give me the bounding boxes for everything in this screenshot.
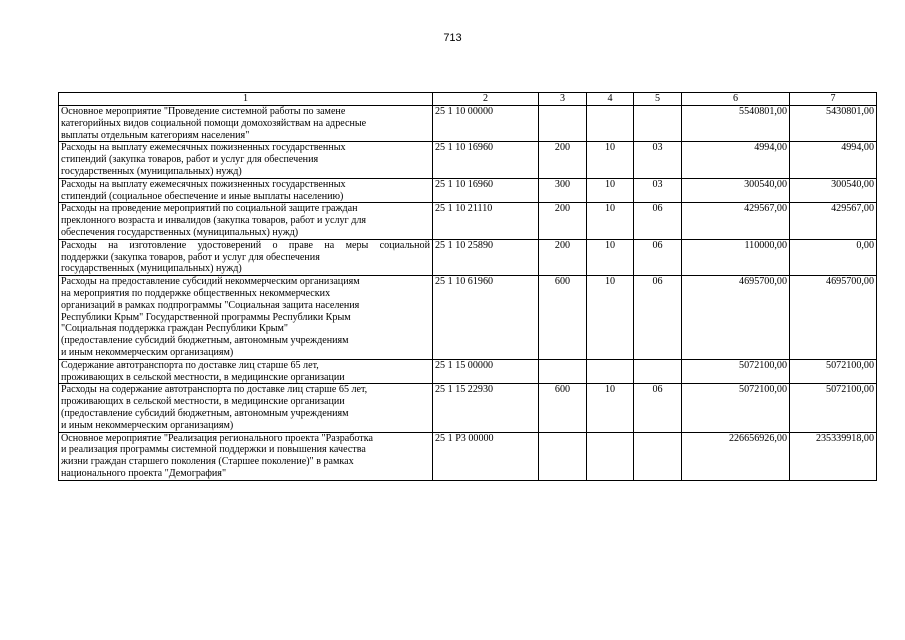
expense-name-cell [59,178,433,203]
expense-name-line: "Социальная поддержка граждан Республики Крым" [61,323,289,335]
expense-type-cell [539,432,587,480]
table-row [59,142,877,178]
expense-name-cell [59,384,433,432]
subsection-cell [634,359,682,384]
column-header-1: 1 [59,93,433,106]
expense-name-cell [59,106,433,142]
table-row [59,178,877,203]
expense-name-line: (предоставление субсидий бюджетным, автономным учреждениям [61,407,349,419]
expense-name-line: Расходы на содержание автотранспорта по доставке лиц старше 65 лет, [61,384,368,396]
expense-name-line: Расходы на предоставление субсидий некоммерческим организациям [61,276,360,288]
amount-col6-cell: 300540,00 [682,178,790,203]
amount-col6-cell: 5072100,00 [682,359,790,384]
subsection-cell: 06 [634,239,682,275]
amount-col7-cell: 235339918,00 [790,432,877,480]
section-cell: 10 [587,384,634,432]
expense-name-line: Расходы на проведение мероприятий по социальной защите граждан [61,203,358,215]
section-cell: 10 [587,203,634,239]
table-row [59,276,877,360]
expense-name-line: стипендий (социальное обеспечение и иные выплаты населению) [61,190,344,202]
subsection-cell: 03 [634,178,682,203]
target-article-cell: 25 1 P3 00000 [433,432,539,480]
column-header-6: 6 [682,93,790,106]
target-article-cell: 25 1 10 16960 [433,178,539,203]
amount-col6-cell: 110000,00 [682,239,790,275]
amount-col6-cell: 5072100,00 [682,384,790,432]
expense-name-line: выплаты отдельным категориям населения" [61,129,250,141]
amount-col7-cell: 300540,00 [790,178,877,203]
amount-col6-cell: 5540801,00 [682,106,790,142]
expense-name-line: проживающих в сельской местности, в медицинские организации [61,371,345,383]
expense-name-line: проживающих в сельской местности, в медицинские организации [61,396,345,408]
expense-name-line: государственных (муниципальных) нужд) [61,263,242,275]
expense-name-line: национального проекта "Демография" [61,467,227,479]
amount-col7-cell: 429567,00 [790,203,877,239]
expense-type-cell: 200 [539,142,587,178]
expense-name-line: поддержки (закупка товаров, работ и услуг для обеспечения [61,251,320,263]
expense-name-line: и иным некоммерческим организациям) [61,419,234,431]
subsection-cell [634,106,682,142]
target-article-cell: 25 1 15 22930 [433,384,539,432]
amount-col6-cell: 226656926,00 [682,432,790,480]
table-row [59,432,877,480]
amount-col7-cell: 5072100,00 [790,359,877,384]
target-article-cell: 25 1 10 16960 [433,142,539,178]
expense-name-line: и иным некоммерческим организациям) [61,346,234,358]
expense-name-cell [59,203,433,239]
expense-name-cell [59,142,433,178]
amount-col7-cell: 4695700,00 [790,276,877,360]
expense-type-cell: 600 [539,276,587,360]
column-header-2: 2 [433,93,539,106]
amount-col6-cell: 4695700,00 [682,276,790,360]
expense-name-line: Основное мероприятие "Проведение системной работы по замене [61,106,346,117]
table-row [59,106,877,142]
section-cell [587,106,634,142]
section-cell: 10 [587,178,634,203]
column-header-5: 5 [634,93,682,106]
column-header-4: 4 [587,93,634,106]
amount-col6-cell: 4994,00 [682,142,790,178]
expense-name-line: жизни граждан старшего поколения (Старшее поколение)" в рамках [61,456,354,468]
section-cell [587,359,634,384]
subsection-cell: 06 [634,276,682,360]
target-article-cell: 25 1 10 61960 [433,276,539,360]
expense-name-cell [59,432,433,480]
page-number: 713 [443,32,462,44]
expense-type-cell: 600 [539,384,587,432]
expense-type-cell: 300 [539,178,587,203]
expense-type-cell [539,359,587,384]
subsection-cell: 06 [634,203,682,239]
expense-name-line: на мероприятия по поддержке общественных некоммерческих [61,287,331,299]
expense-name-line: Расходы на изготовление удостоверений о праве на меры социальной [61,239,430,251]
expense-type-cell: 200 [539,239,587,275]
expense-name-line: и реализация программы системной поддержки и повышения качества [61,444,366,456]
column-header-3: 3 [539,93,587,106]
expense-name-line: организаций в рамках подпрограммы "Социальная защита населения [61,299,360,311]
expense-name-line: Основное мероприятие "Реализация регионального проекта "Разработка [61,432,373,444]
section-cell [587,432,634,480]
target-article-cell: 25 1 10 21110 [433,203,539,239]
target-article-cell: 25 1 10 00000 [433,106,539,142]
target-article-cell: 25 1 15 00000 [433,359,539,384]
section-cell: 10 [587,239,634,275]
subsection-cell: 03 [634,142,682,178]
expense-type-cell [539,106,587,142]
amount-col7-cell: 5430801,00 [790,106,877,142]
table-row [59,239,877,275]
section-cell: 10 [587,142,634,178]
subsection-cell [634,432,682,480]
amount-col7-cell: 0,00 [790,239,877,275]
expense-name-line: обеспечения государственных (муниципальных) нужд) [61,226,299,238]
expense-name-line: Расходы на выплату ежемесячных пожизненных государственных [61,142,346,154]
subsection-cell: 06 [634,384,682,432]
expense-name-cell [59,276,433,360]
expense-name-line: категорийных видов социальной помощи домохозяйствам на адресные [61,117,367,129]
expense-name-line: Республики Крым" Государственной программы Республики Крым [61,311,351,323]
expense-name-line: Содержание автотранспорта по доставке лиц старше 65 лет, [61,359,319,371]
expense-name-line: Расходы на выплату ежемесячных пожизненных государственных [61,178,346,190]
expense-name-cell [59,239,433,275]
section-cell: 10 [587,276,634,360]
header-row [59,93,877,106]
target-article-cell: 25 1 10 25890 [433,239,539,275]
budget-table [58,92,877,481]
amount-col7-cell: 5072100,00 [790,384,877,432]
amount-col6-cell: 429567,00 [682,203,790,239]
expense-name-line: преклонного возраста и инвалидов (закупка товаров, работ и услуг для [61,215,367,227]
expense-type-cell: 200 [539,203,587,239]
expense-name-line: государственных (муниципальных) нужд) [61,165,242,177]
expense-name-line: (предоставление субсидий бюджетным, автономным учреждениям [61,335,349,347]
table-row [59,359,877,384]
expense-name-cell [59,359,433,384]
expense-name-line: стипендий (закупка товаров, работ и услуг для обеспечения [61,154,319,166]
table-row [59,203,877,239]
table-row [59,384,877,432]
column-header-7: 7 [790,93,877,106]
amount-col7-cell: 4994,00 [790,142,877,178]
